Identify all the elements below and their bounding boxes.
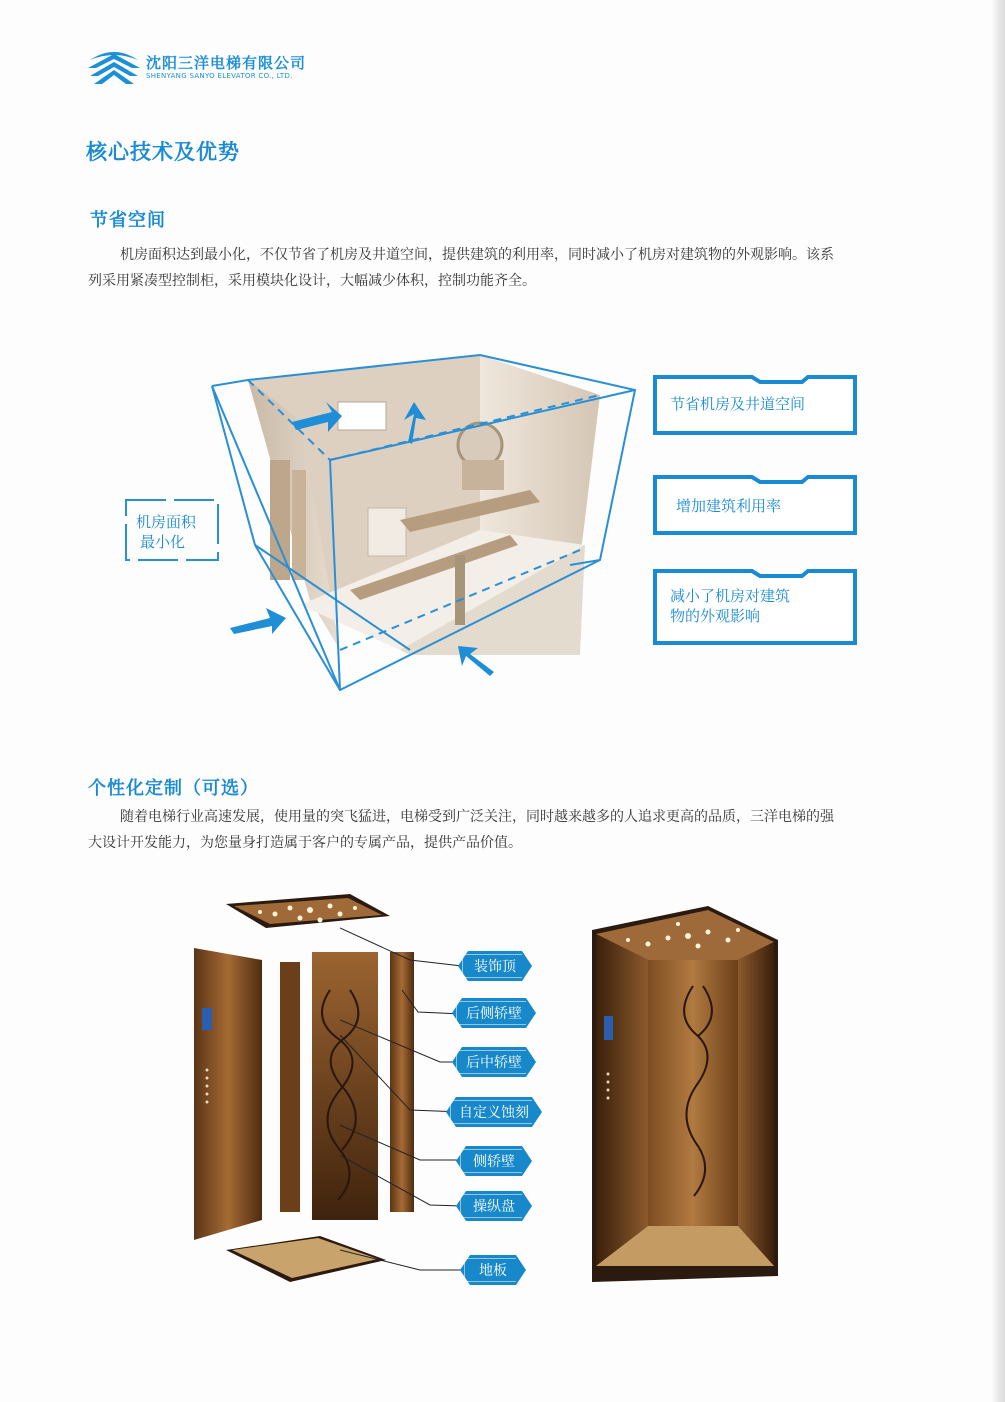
space-heading: 节省空间 [90,210,166,231]
label-ceiling-text: 装饰顶 [474,959,516,975]
mountain-wave-logo-icon [86,46,142,86]
label-side-wall-text: 侧轿壁 [473,1154,515,1170]
label-rear-center-wall-text: 后中轿壁 [466,1055,522,1071]
custom-paragraph-line1: 随着电梯行业高速发展，使用量的突飞猛进，电梯受到广泛关注，同时越来越多的人追求更高的品质，三洋电梯的强 [120,809,834,825]
label-rear-side-wall-text: 后侧轿壁 [466,1006,522,1022]
space-paragraph-line2: 列采用紧凑型控制柜，采用模块化设计，大幅减少体积，控制功能齐全。 [88,273,536,289]
callout-right-2-text: 增加建筑利用率 [676,497,782,515]
assembled-cabin-illustration [588,896,784,1292]
label-ceiling [468,951,522,981]
callout-right-3-line2: 物的外观影响 [670,607,761,625]
callout-left-line2: 最小化 [140,533,186,551]
label-floor-text: 地板 [479,1263,507,1279]
page-title: 核心技术及优势 [86,140,240,164]
callout-left-line1: 机房面积 [136,513,197,531]
scan-edge-shadow [991,0,1005,1402]
label-rear-center-wall [462,1047,526,1077]
callout-right-1-text: 节省机房及井道空间 [670,395,806,413]
space-paragraph-line1: 机房面积达到最小化，不仅节省了机房及井道空间，提供建筑的利用率，同时减小了机房对建筑物的外观影响。该系 [120,247,834,263]
label-floor [470,1255,516,1285]
custom-paragraph-line2: 大设计开发能力，为您量身打造属于客户的专属产品，提供产品价值。 [88,835,522,851]
label-control-panel [466,1191,522,1221]
company-name-cn: 沈阳三洋电梯有限公司 [146,54,307,72]
custom-heading: 个性化定制（可选） [88,778,259,799]
callout-room-area [124,498,220,562]
callout-appearance [652,568,858,646]
callout-right-3-line1: 减小了机房对建筑 [670,587,791,605]
label-side-wall [466,1146,522,1176]
label-custom-etching-text: 自定义蚀刻 [459,1105,529,1121]
callout-save-space [652,374,858,436]
machine-room-illustration [200,350,650,700]
callout-building-use [652,474,858,536]
company-name-en: SHENYANG SANYO ELEVATOR CO., LTD. [146,72,293,80]
label-rear-side-wall [462,998,526,1028]
label-control-panel-text: 操纵盘 [473,1199,515,1215]
label-custom-etching [456,1097,532,1127]
